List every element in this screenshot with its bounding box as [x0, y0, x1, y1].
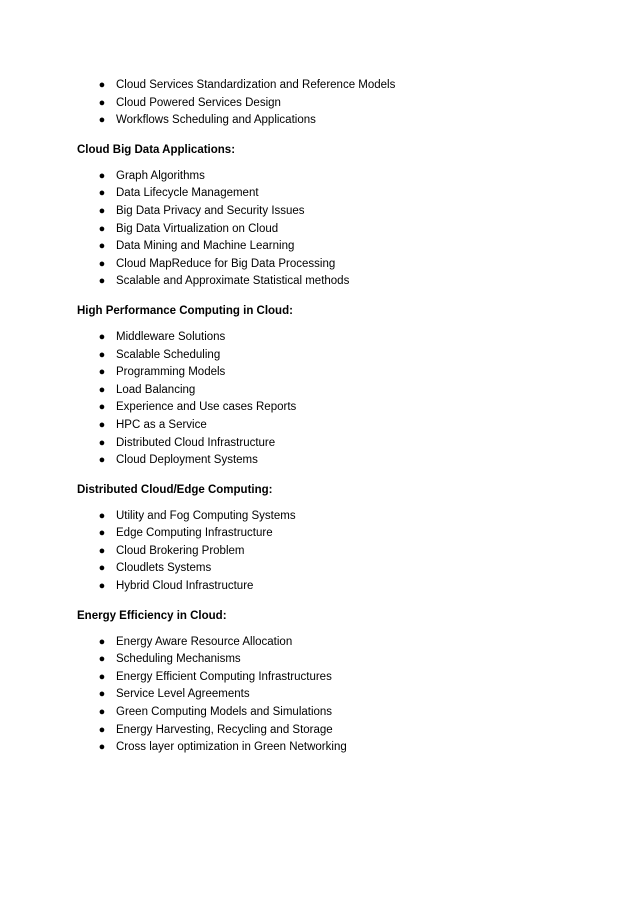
- section-energy-efficiency: [77, 608, 577, 757]
- list-item-text: Energy Harvesting, Recycling and Storage: [116, 723, 333, 736]
- list-item: [77, 185, 577, 203]
- bullet-icon: ●: [98, 436, 106, 449]
- list-item-text: Data Mining and Machine Learning: [116, 240, 295, 253]
- list-item-text: Energy Efficient Computing Infrastructures: [116, 670, 332, 683]
- bullet-icon: ●: [98, 723, 106, 736]
- list-item: [77, 168, 577, 186]
- list-item-text: Cloud Services Standardization and Reference Models: [116, 79, 396, 91]
- bullet-icon: ●: [98, 366, 106, 379]
- list-item: [77, 704, 577, 722]
- section-list: [77, 329, 577, 470]
- list-item: [77, 722, 577, 740]
- bullet-icon: ●: [98, 509, 106, 522]
- list-item-text: Cloudlets Systems: [116, 562, 212, 575]
- list-item: [77, 543, 577, 561]
- bullet-icon: ●: [98, 653, 106, 666]
- document-content: [77, 77, 577, 757]
- bullet-icon: ●: [98, 222, 106, 235]
- list-item: [77, 95, 577, 113]
- list-item-text: Cloud Powered Services Design: [116, 96, 281, 109]
- list-item-text: Load Balancing: [116, 383, 196, 396]
- list-item: [77, 525, 577, 543]
- list-item: [77, 382, 577, 400]
- list-item-text: Programming Models: [116, 366, 226, 379]
- list-item: [77, 256, 577, 274]
- list-item: [77, 364, 577, 382]
- bullet-icon: ●: [98, 169, 106, 182]
- section-heading: High Performance Computing in Cloud:: [77, 304, 293, 317]
- bullet-icon: ●: [98, 240, 106, 253]
- bullet-icon: ●: [98, 257, 106, 270]
- list-item-text: Service Level Agreements: [116, 688, 250, 701]
- list-item-text: Utility and Fog Computing Systems: [116, 509, 296, 522]
- list-item: [77, 560, 577, 578]
- section-list: [77, 634, 577, 757]
- bullet-icon: ●: [98, 562, 106, 575]
- bullet-icon: ●: [98, 383, 106, 396]
- list-item-text: Cloud MapReduce for Big Data Processing: [116, 257, 336, 270]
- list-item-text: HPC as a Service: [116, 418, 207, 431]
- bullet-icon: ●: [98, 527, 106, 540]
- bullet-icon: ●: [98, 330, 106, 343]
- list-item: [77, 238, 577, 256]
- bullet-icon: ●: [98, 454, 106, 467]
- list-item-text: Hybrid Cloud Infrastructure: [116, 580, 254, 593]
- list-item: [77, 77, 577, 95]
- list-item: [77, 221, 577, 239]
- bullet-icon: ●: [98, 688, 106, 701]
- section-big-data: [77, 142, 577, 291]
- list-item: [77, 508, 577, 526]
- section-heading: Energy Efficiency in Cloud:: [77, 609, 227, 622]
- section-heading: Cloud Big Data Applications:: [77, 143, 236, 156]
- bullet-icon: ●: [98, 741, 106, 754]
- list-item-text: Scalable Scheduling: [116, 348, 221, 361]
- list-item: [77, 435, 577, 453]
- list-item: [77, 112, 577, 130]
- bullet-icon: ●: [98, 670, 106, 683]
- list-item-text: Big Data Virtualization on Cloud: [116, 222, 279, 235]
- bullet-icon: ●: [98, 275, 106, 288]
- list-item-text: Graph Algorithms: [116, 169, 205, 182]
- intro-list: [77, 77, 577, 130]
- list-item-text: Big Data Privacy and Security Issues: [116, 204, 305, 217]
- bullet-icon: ●: [98, 348, 106, 361]
- list-item: [77, 329, 577, 347]
- list-item: [77, 578, 577, 596]
- list-item-text: Cross layer optimization in Green Networking: [116, 741, 347, 754]
- list-item-text: Cloud Brokering Problem: [116, 544, 245, 557]
- list-item: [77, 417, 577, 435]
- list-item: [77, 399, 577, 417]
- section-edge-computing: [77, 482, 577, 596]
- list-item: [77, 273, 577, 291]
- list-item: [77, 651, 577, 669]
- list-item: [77, 669, 577, 687]
- bullet-icon: ●: [98, 580, 106, 593]
- list-item-text: Scheduling Mechanisms: [116, 653, 241, 666]
- bullet-icon: ●: [98, 187, 106, 200]
- bullet-icon: ●: [98, 114, 106, 127]
- list-item: [77, 203, 577, 221]
- list-item-text: Workflows Scheduling and Applications: [116, 114, 316, 127]
- bullet-icon: ●: [98, 96, 106, 109]
- list-item: [77, 452, 577, 470]
- list-item-text: Edge Computing Infrastructure: [116, 527, 273, 540]
- bullet-icon: ●: [98, 635, 106, 648]
- bullet-icon: ●: [98, 79, 106, 91]
- list-item-text: Middleware Solutions: [116, 330, 226, 343]
- list-item: [77, 347, 577, 365]
- list-item-text: Experience and Use cases Reports: [116, 401, 297, 414]
- bullet-icon: ●: [98, 418, 106, 431]
- bullet-icon: ●: [98, 401, 106, 414]
- bullet-icon: ●: [98, 204, 106, 217]
- section-heading: Distributed Cloud/Edge Computing:: [77, 483, 273, 496]
- list-item-text: Energy Aware Resource Allocation: [116, 635, 293, 648]
- list-item-text: Cloud Deployment Systems: [116, 454, 258, 467]
- list-item-text: Distributed Cloud Infrastructure: [116, 436, 276, 449]
- section-list: [77, 168, 577, 291]
- section-hpc: [77, 303, 577, 470]
- list-item: [77, 634, 577, 652]
- list-item: [77, 686, 577, 704]
- bullet-icon: ●: [98, 706, 106, 719]
- section-list: [77, 508, 577, 596]
- list-item-text: Data Lifecycle Management: [116, 187, 259, 200]
- list-item-text: Scalable and Approximate Statistical methods: [116, 275, 350, 288]
- list-item-text: Green Computing Models and Simulations: [116, 706, 333, 719]
- bullet-icon: ●: [98, 544, 106, 557]
- list-item: [77, 739, 577, 757]
